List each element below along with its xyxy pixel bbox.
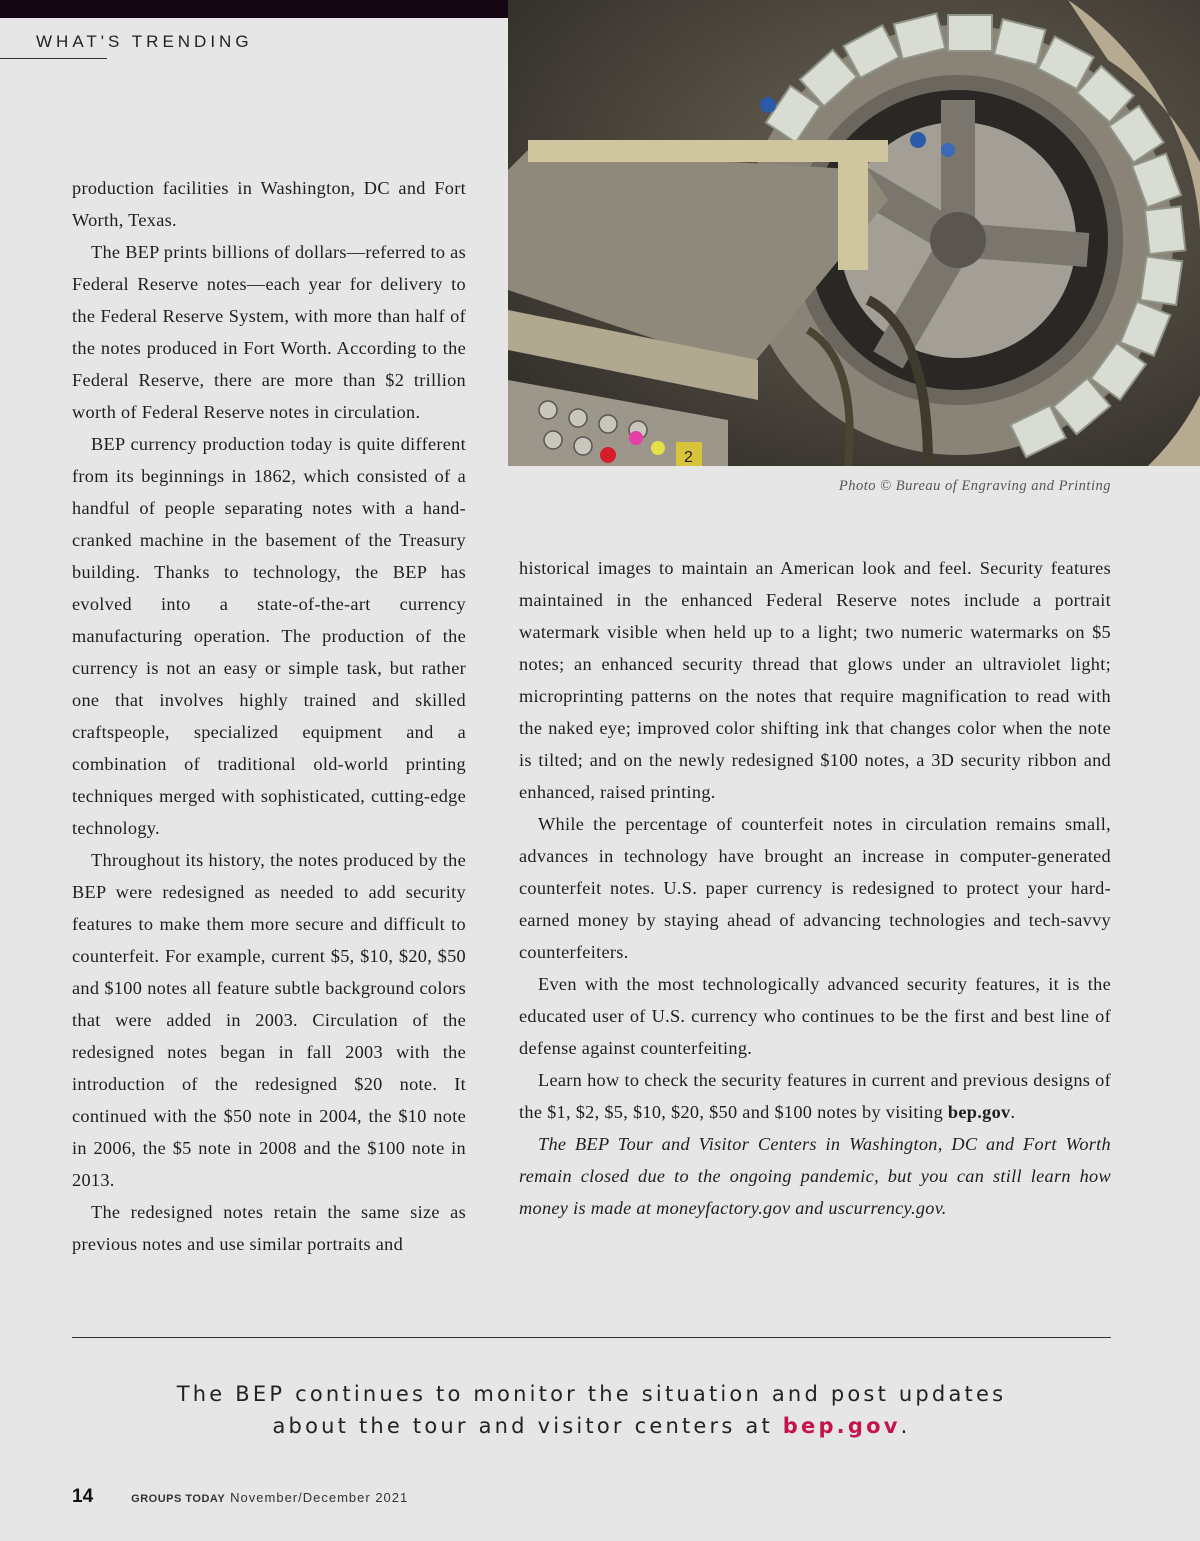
bep-gov-link[interactable]: bep.gov — [947, 1102, 1011, 1122]
page-number: 14 — [72, 1486, 94, 1507]
closing-note: The BEP Tour and Visitor Centers in Washington, DC and Fort Worth remain closed due to the ongoing pandemic, but you can still learn how money is made at moneyfactory.gov and uscurrency.gov. — [519, 1134, 1111, 1218]
callout-line-2 — [72, 1410, 1111, 1442]
callout-divider — [72, 1337, 1111, 1338]
paragraph: production facilities in Washington, DC and Fort Worth, Texas. — [72, 178, 466, 230]
paragraph: Throughout its history, the notes produced by the BEP were redesigned as needed to add security features to make them more secure and difficult to counterfeit. For example, current $5, $10, $20, $50 and $100 notes all feature subtle background colors that were added in 2003. Circulation of the redesigned notes began in fall 2003 with the introduction of the redesigned $20 note. It continued with the $50 note in 2004, the $10 note in 2006, the $5 note in 2008 and the $100 note in 2013. — [72, 850, 466, 1190]
section-rule — [0, 58, 107, 59]
photo-illustration — [508, 0, 1200, 466]
callout-text: about the tour and visitor centers at — [272, 1414, 783, 1438]
publication-name: GROUPS TODAY — [131, 1493, 226, 1505]
paragraph: BEP currency production today is quite different from its beginnings in 1862, which consisted of a handful of people separating notes with a hand-cranked machine in the basement of the Treasury building. Thanks to technology, the BEP has evolved into a state-of-the-art currency manufacturing operation. The production of the currency is not an easy or simple task, but rather one that involves highly trained and skilled craftspeople, specialized equipment and a combination of traditional old-world printing techniques merged with sophisticated, cutting-edge technology. — [72, 434, 466, 838]
callout-end: . — [900, 1414, 911, 1438]
header-bar — [0, 0, 508, 18]
paragraph: historical images to maintain an American look and feel. Security features maintained in the enhanced Federal Reserve notes include a portrait watermark visible when held up to a light; two numeric watermarks on $5 notes; an enhanced security thread that glows under an ultraviolet light; microprinting patterns on the notes that require magnification to read with the naked eye; improved color shifting ink that changes color when the note is tilted; and on the newly redesigned $100 notes, a 3D security ribbon and enhanced, raised printing. — [519, 558, 1111, 802]
paragraph: The BEP prints billions of dollars—referred to as Federal Reserve notes—each year for delivery to the Federal Reserve System, with more than half of the notes produced in Fort Worth. According to the Federal Reserve, there are more than $2 trillion worth of Federal Reserve notes in circulation. — [72, 242, 467, 422]
page-footer — [72, 1486, 408, 1508]
callout-bep-gov-link[interactable]: bep.gov — [782, 1414, 901, 1438]
callout-line-1: The BEP continues to monitor the situation and post updates — [176, 1382, 1007, 1406]
paragraph: Even with the most technologically advanced security features, it is the educated user of U.S. currency who continues to be the first and best line of defense against counterfeiting. — [519, 974, 1111, 1058]
section-label: WHAT'S TRENDING — [36, 32, 253, 51]
article-column-right — [519, 552, 1111, 1224]
paragraph: While the percentage of counterfeit notes in circulation remains small, advances in technology have brought an increase in computer-generated counterfeit notes. U.S. paper currency is redesigned to protect your hard-earned money by staying ahead of advancing technologies and tech-savvy counterfeiters. — [519, 814, 1111, 962]
learn-text: Learn how to check the security features in current and previous designs of the $1, $2, $5, $10, $20, $50 and $100 notes by visiting — [519, 1070, 1111, 1122]
issue-date: November/December 2021 — [230, 1490, 409, 1505]
currency-machine-photo — [508, 0, 1200, 466]
photo-caption: Photo © Bureau of Engraving and Printing — [838, 478, 1111, 494]
paragraph-learn-more — [519, 1064, 1111, 1128]
learn-end: . — [1010, 1102, 1016, 1122]
paragraph: The redesigned notes retain the same size as previous notes and use similar portraits and — [72, 1202, 466, 1254]
photo-label-number: 2 — [684, 449, 693, 466]
article-column-left — [72, 172, 466, 1260]
callout — [72, 1378, 1111, 1442]
